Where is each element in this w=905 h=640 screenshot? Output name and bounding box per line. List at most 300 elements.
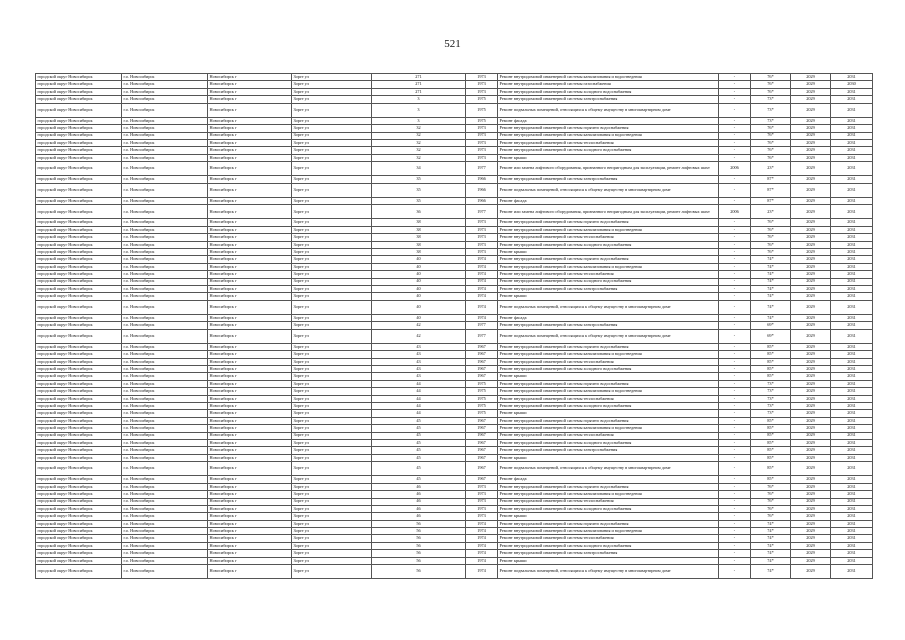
work-type-cell: Ремонт внутридомовой инженерной системы электроснабжения xyxy=(498,322,719,329)
table-row xyxy=(36,81,873,88)
build-year-cell: 1967 xyxy=(466,373,498,380)
lift-year-cell: - xyxy=(719,403,751,410)
start-year-cell: 2029 xyxy=(791,498,831,505)
street-cell: Зорге ул xyxy=(292,425,372,432)
work-type-cell: Ремонт внутридомовой инженерной системы электроснабжения xyxy=(498,96,719,103)
lift-year-cell: - xyxy=(719,513,751,520)
street-cell: Зорге ул xyxy=(292,476,372,483)
street-cell: Зорге ул xyxy=(292,249,372,256)
locality-cell: Новосибирск г xyxy=(208,241,292,248)
locality-cell: Новосибирск г xyxy=(208,351,292,358)
end-year-cell: 2030 xyxy=(831,81,873,88)
house-number-cell: 32 xyxy=(372,125,466,132)
locality-cell: Новосибирск г xyxy=(208,447,292,454)
settlement-cell: г.о. Новосибирск xyxy=(122,410,208,417)
wear-percent-cell: 73* xyxy=(751,410,791,417)
work-type-cell: Ремонт внутридомовой инженерной системы горячего водоснабжения xyxy=(498,417,719,424)
municipal-district-cell: городской округ Новосибирск xyxy=(36,300,122,314)
locality-cell: Новосибирск г xyxy=(208,103,292,117)
street-cell: Зорге ул xyxy=(292,96,372,103)
wear-percent-cell: 74* xyxy=(751,314,791,321)
settlement-cell: г.о. Новосибирск xyxy=(122,183,208,197)
build-year-cell: 1975 xyxy=(466,388,498,395)
table-row xyxy=(36,88,873,95)
house-number-cell: 44 xyxy=(372,380,466,387)
house-number-cell: 43 xyxy=(372,351,466,358)
municipal-district-cell: городской округ Новосибирск xyxy=(36,483,122,490)
wear-percent-cell: 76* xyxy=(751,88,791,95)
wear-percent-cell: 85* xyxy=(751,425,791,432)
municipal-district-cell: городской округ Новосибирск xyxy=(36,183,122,197)
build-year-cell: 1967 xyxy=(466,439,498,446)
end-year-cell: 2031 xyxy=(831,322,873,329)
build-year-cell: 1973 xyxy=(466,491,498,498)
build-year-cell: 1975 xyxy=(466,410,498,417)
settlement-cell: г.о. Новосибирск xyxy=(122,380,208,387)
wear-percent-cell: 76* xyxy=(751,81,791,88)
table-row xyxy=(36,542,873,549)
table-row xyxy=(36,358,873,365)
work-type-cell: Ремонт фасада xyxy=(498,314,719,321)
build-year-cell: 1975 xyxy=(466,117,498,124)
street-cell: Зорге ул xyxy=(292,557,372,564)
work-type-cell: Ремонт внутридомовой инженерной системы канализования и водоотведения xyxy=(498,74,719,81)
wear-percent-cell: 85* xyxy=(751,366,791,373)
end-year-cell: 2031 xyxy=(831,483,873,490)
work-type-cell: Ремонт подвальных помещений, относящихся к общему имуществу в многоквартирном доме xyxy=(498,565,719,579)
settlement-cell: г.о. Новосибирск xyxy=(122,226,208,233)
table-row xyxy=(36,125,873,132)
municipal-district-cell: городской округ Новосибирск xyxy=(36,550,122,557)
table-row xyxy=(36,557,873,564)
settlement-cell: г.о. Новосибирск xyxy=(122,162,208,176)
start-year-cell: 2029 xyxy=(791,505,831,512)
start-year-cell: 2029 xyxy=(791,197,831,204)
end-year-cell: 2031 xyxy=(831,176,873,183)
municipal-district-cell: городской округ Новосибирск xyxy=(36,476,122,483)
start-year-cell: 2029 xyxy=(791,425,831,432)
house-number-cell: 43 xyxy=(372,358,466,365)
work-type-cell: Ремонт фасада xyxy=(498,197,719,204)
street-cell: Зорге ул xyxy=(292,74,372,81)
table-row xyxy=(36,432,873,439)
work-type-cell: Ремонт крыши xyxy=(498,293,719,300)
build-year-cell: 1977 xyxy=(466,162,498,176)
settlement-cell: г.о. Новосибирск xyxy=(122,491,208,498)
build-year-cell: 1967 xyxy=(466,432,498,439)
end-year-cell: 2031 xyxy=(831,454,873,461)
work-type-cell: Ремонт крыши xyxy=(498,154,719,161)
work-type-cell: Ремонт внутридомовой инженерной системы холодного водоснабжения xyxy=(498,88,719,95)
street-cell: Зорге ул xyxy=(292,462,372,476)
table-row xyxy=(36,343,873,350)
locality-cell: Новосибирск г xyxy=(208,226,292,233)
build-year-cell: 1967 xyxy=(466,425,498,432)
start-year-cell: 2029 xyxy=(791,278,831,285)
work-type-cell: Ремонт внутридомовой инженерной системы канализования и водоотведения xyxy=(498,132,719,139)
wear-percent-cell: 69* xyxy=(751,329,791,343)
work-type-cell: Ремонт внутридомовой инженерной системы канализования и водоотведения xyxy=(498,425,719,432)
work-type-cell: Ремонт внутридомовой инженерной системы электроснабжения xyxy=(498,447,719,454)
work-type-cell: Ремонт внутридомовой инженерной системы электроснабжения xyxy=(498,285,719,292)
start-year-cell: 2029 xyxy=(791,476,831,483)
start-year-cell: 2029 xyxy=(791,226,831,233)
street-cell: Зорге ул xyxy=(292,314,372,321)
build-year-cell: 1966 xyxy=(466,183,498,197)
build-year-cell: 1975 xyxy=(466,96,498,103)
house-number-cell: 45 xyxy=(372,476,466,483)
street-cell: Зорге ул xyxy=(292,483,372,490)
wear-percent-cell: 76* xyxy=(751,226,791,233)
start-year-cell: 2029 xyxy=(791,366,831,373)
street-cell: Зорге ул xyxy=(292,550,372,557)
start-year-cell: 2029 xyxy=(791,410,831,417)
start-year-cell: 2029 xyxy=(791,219,831,226)
locality-cell: Новосибирск г xyxy=(208,322,292,329)
build-year-cell: 1974 xyxy=(466,278,498,285)
work-type-cell: Ремонт внутридомовой инженерной системы канализования и водоотведения xyxy=(498,263,719,270)
street-cell: Зорге ул xyxy=(292,117,372,124)
build-year-cell: 1974 xyxy=(466,271,498,278)
street-cell: Зорге ул xyxy=(292,520,372,527)
municipal-district-cell: городской округ Новосибирск xyxy=(36,147,122,154)
work-type-cell: Ремонт подвальных помещений, относящихся к общему имуществу в многоквартирном доме xyxy=(498,329,719,343)
house-number-cell: 46 xyxy=(372,483,466,490)
locality-cell: Новосибирск г xyxy=(208,147,292,154)
street-cell: Зорге ул xyxy=(292,528,372,535)
table-row xyxy=(36,293,873,300)
municipal-district-cell: городской округ Новосибирск xyxy=(36,410,122,417)
settlement-cell: г.о. Новосибирск xyxy=(122,300,208,314)
wear-percent-cell: 74* xyxy=(751,263,791,270)
locality-cell: Новосибирск г xyxy=(208,513,292,520)
end-year-cell: 2031 xyxy=(831,125,873,132)
build-year-cell: 1967 xyxy=(466,351,498,358)
house-number-cell: 271 xyxy=(372,74,466,81)
municipal-district-cell: городской округ Новосибирск xyxy=(36,491,122,498)
build-year-cell: 1977 xyxy=(466,205,498,219)
table-row xyxy=(36,373,873,380)
street-cell: Зорге ул xyxy=(292,154,372,161)
build-year-cell: 1973 xyxy=(466,74,498,81)
table-row xyxy=(36,410,873,417)
lift-year-cell: - xyxy=(719,139,751,146)
work-type-cell: Ремонт крыши xyxy=(498,410,719,417)
municipal-district-cell: городской округ Новосибирск xyxy=(36,395,122,402)
locality-cell: Новосибирск г xyxy=(208,88,292,95)
wear-percent-cell: 73* xyxy=(751,103,791,117)
house-number-cell: 32 xyxy=(372,154,466,161)
settlement-cell: г.о. Новосибирск xyxy=(122,117,208,124)
street-cell: Зорге ул xyxy=(292,403,372,410)
lift-year-cell: - xyxy=(719,395,751,402)
street-cell: Зорге ул xyxy=(292,373,372,380)
build-year-cell: 1975 xyxy=(466,403,498,410)
locality-cell: Новосибирск г xyxy=(208,380,292,387)
locality-cell: Новосибирск г xyxy=(208,476,292,483)
house-number-cell: 40 xyxy=(372,278,466,285)
municipal-district-cell: городской округ Новосибирск xyxy=(36,403,122,410)
table-row xyxy=(36,271,873,278)
locality-cell: Новосибирск г xyxy=(208,96,292,103)
start-year-cell: 2029 xyxy=(791,263,831,270)
wear-percent-cell: 74* xyxy=(751,278,791,285)
house-number-cell: 44 xyxy=(372,388,466,395)
street-cell: Зорге ул xyxy=(292,205,372,219)
locality-cell: Новосибирск г xyxy=(208,439,292,446)
house-number-cell: 42 xyxy=(372,329,466,343)
street-cell: Зорге ул xyxy=(292,197,372,204)
locality-cell: Новосибирск г xyxy=(208,183,292,197)
settlement-cell: г.о. Новосибирск xyxy=(122,498,208,505)
municipal-district-cell: городской округ Новосибирск xyxy=(36,432,122,439)
wear-percent-cell: 87* xyxy=(751,176,791,183)
locality-cell: Новосибирск г xyxy=(208,520,292,527)
build-year-cell: 1973 xyxy=(466,483,498,490)
end-year-cell: 2031 xyxy=(831,271,873,278)
work-type-cell: Ремонт внутридомовой инженерной системы канализования и водоотведения xyxy=(498,528,719,535)
house-number-cell: 45 xyxy=(372,439,466,446)
end-year-cell: 2031 xyxy=(831,249,873,256)
end-year-cell: 2031 xyxy=(831,447,873,454)
lift-year-cell: - xyxy=(719,125,751,132)
wear-percent-cell: 74* xyxy=(751,256,791,263)
settlement-cell: г.о. Новосибирск xyxy=(122,513,208,520)
start-year-cell: 2029 xyxy=(791,358,831,365)
settlement-cell: г.о. Новосибирск xyxy=(122,293,208,300)
house-number-cell: 40 xyxy=(372,285,466,292)
locality-cell: Новосибирск г xyxy=(208,432,292,439)
lift-year-cell: - xyxy=(719,388,751,395)
municipal-district-cell: городской округ Новосибирск xyxy=(36,366,122,373)
start-year-cell: 2029 xyxy=(791,132,831,139)
street-cell: Зорге ул xyxy=(292,395,372,402)
locality-cell: Новосибирск г xyxy=(208,373,292,380)
table-row xyxy=(36,176,873,183)
street-cell: Зорге ул xyxy=(292,285,372,292)
street-cell: Зорге ул xyxy=(292,81,372,88)
settlement-cell: г.о. Новосибирск xyxy=(122,351,208,358)
start-year-cell: 2029 xyxy=(791,373,831,380)
street-cell: Зорге ул xyxy=(292,256,372,263)
street-cell: Зорге ул xyxy=(292,234,372,241)
municipal-district-cell: городской округ Новосибирск xyxy=(36,417,122,424)
settlement-cell: г.о. Новосибирск xyxy=(122,329,208,343)
build-year-cell: 1967 xyxy=(466,454,498,461)
build-year-cell: 1977 xyxy=(466,322,498,329)
lift-year-cell: - xyxy=(719,417,751,424)
street-cell: Зорге ул xyxy=(292,417,372,424)
build-year-cell: 1967 xyxy=(466,417,498,424)
house-number-cell: 40 xyxy=(372,314,466,321)
house-number-cell: 38 xyxy=(372,249,466,256)
work-type-cell: Ремонт внутридомовой инженерной системы теплоснабжения xyxy=(498,395,719,402)
locality-cell: Новосибирск г xyxy=(208,162,292,176)
settlement-cell: г.о. Новосибирск xyxy=(122,96,208,103)
wear-percent-cell: 74* xyxy=(751,285,791,292)
start-year-cell: 2029 xyxy=(791,96,831,103)
lift-year-cell: - xyxy=(719,410,751,417)
lift-year-cell: - xyxy=(719,462,751,476)
settlement-cell: г.о. Новосибирск xyxy=(122,403,208,410)
wear-percent-cell: 73* xyxy=(751,388,791,395)
lift-year-cell: - xyxy=(719,96,751,103)
work-type-cell: Ремонт внутридомовой инженерной системы холодного водоснабжения xyxy=(498,366,719,373)
work-type-cell: Ремонт крыши xyxy=(498,557,719,564)
end-year-cell: 2031 xyxy=(831,219,873,226)
locality-cell: Новосибирск г xyxy=(208,483,292,490)
table-row xyxy=(36,154,873,161)
house-number-cell: 38 xyxy=(372,234,466,241)
municipal-district-cell: городской округ Новосибирск xyxy=(36,358,122,365)
street-cell: Зорге ул xyxy=(292,162,372,176)
start-year-cell: 2029 xyxy=(791,329,831,343)
lift-year-cell: - xyxy=(719,81,751,88)
settlement-cell: г.о. Новосибирск xyxy=(122,74,208,81)
house-number-cell: 40 xyxy=(372,300,466,314)
end-year-cell: 2031 xyxy=(831,535,873,542)
build-year-cell: 1973 xyxy=(466,132,498,139)
settlement-cell: г.о. Новосибирск xyxy=(122,462,208,476)
lift-year-cell: - xyxy=(719,380,751,387)
end-year-cell: 2031 xyxy=(831,263,873,270)
street-cell: Зорге ул xyxy=(292,241,372,248)
work-type-cell: Ремонт внутридомовой инженерной системы канализования и водоотведения xyxy=(498,226,719,233)
start-year-cell: 2029 xyxy=(791,205,831,219)
lift-year-cell: - xyxy=(719,439,751,446)
lift-year-cell: - xyxy=(719,491,751,498)
build-year-cell: 1975 xyxy=(466,380,498,387)
street-cell: Зорге ул xyxy=(292,410,372,417)
table-row xyxy=(36,388,873,395)
end-year-cell: 2031 xyxy=(831,256,873,263)
wear-percent-cell: 73* xyxy=(751,403,791,410)
settlement-cell: г.о. Новосибирск xyxy=(122,425,208,432)
locality-cell: Новосибирск г xyxy=(208,314,292,321)
house-number-cell: 56 xyxy=(372,557,466,564)
table-row xyxy=(36,234,873,241)
locality-cell: Новосибирск г xyxy=(208,132,292,139)
settlement-cell: г.о. Новосибирск xyxy=(122,439,208,446)
street-cell: Зорге ул xyxy=(292,293,372,300)
start-year-cell: 2029 xyxy=(791,293,831,300)
table-row xyxy=(36,117,873,124)
settlement-cell: г.о. Новосибирск xyxy=(122,395,208,402)
table-row xyxy=(36,447,873,454)
house-number-cell: 45 xyxy=(372,462,466,476)
work-type-cell: Ремонт внутридомовой инженерной системы газоснабжения xyxy=(498,81,719,88)
settlement-cell: г.о. Новосибирск xyxy=(122,476,208,483)
lift-year-cell: - xyxy=(719,300,751,314)
house-number-cell: 46 xyxy=(372,505,466,512)
table-row xyxy=(36,226,873,233)
house-number-cell: 45 xyxy=(372,454,466,461)
start-year-cell: 2029 xyxy=(791,462,831,476)
wear-percent-cell: 76* xyxy=(751,513,791,520)
work-type-cell: Ремонт внутридомовой инженерной системы горячего водоснабжения xyxy=(498,520,719,527)
lift-year-cell: - xyxy=(719,520,751,527)
locality-cell: Новосибирск г xyxy=(208,403,292,410)
municipal-district-cell: городской округ Новосибирск xyxy=(36,447,122,454)
build-year-cell: 1967 xyxy=(466,366,498,373)
build-year-cell: 1973 xyxy=(466,249,498,256)
build-year-cell: 1973 xyxy=(466,505,498,512)
table-row xyxy=(36,454,873,461)
end-year-cell: 2031 xyxy=(831,96,873,103)
wear-percent-cell: 74* xyxy=(751,550,791,557)
house-number-cell: 40 xyxy=(372,263,466,270)
locality-cell: Новосибирск г xyxy=(208,417,292,424)
municipal-district-cell: городской округ Новосибирск xyxy=(36,542,122,549)
end-year-cell: 2031 xyxy=(831,139,873,146)
house-number-cell: 40 xyxy=(372,271,466,278)
municipal-district-cell: городской округ Новосибирск xyxy=(36,454,122,461)
end-year-cell: 2031 xyxy=(831,197,873,204)
locality-cell: Новосибирск г xyxy=(208,176,292,183)
wear-percent-cell: 87* xyxy=(751,183,791,197)
wear-percent-cell: 85* xyxy=(751,343,791,350)
work-type-cell: Ремонт фасада xyxy=(498,117,719,124)
start-year-cell: 2029 xyxy=(791,249,831,256)
table-row xyxy=(36,96,873,103)
settlement-cell: г.о. Новосибирск xyxy=(122,219,208,226)
municipal-district-cell: городской округ Новосибирск xyxy=(36,343,122,350)
street-cell: Зорге ул xyxy=(292,565,372,579)
end-year-cell: 2031 xyxy=(831,162,873,176)
table-row xyxy=(36,498,873,505)
start-year-cell: 2029 xyxy=(791,380,831,387)
work-type-cell: Ремонт внутридомовой инженерной системы электроснабжения xyxy=(498,176,719,183)
street-cell: Зорге ул xyxy=(292,366,372,373)
street-cell: Зорге ул xyxy=(292,147,372,154)
end-year-cell: 2031 xyxy=(831,366,873,373)
street-cell: Зорге ул xyxy=(292,322,372,329)
street-cell: Зорге ул xyxy=(292,278,372,285)
municipal-district-cell: городской округ Новосибирск xyxy=(36,249,122,256)
wear-percent-cell: 85* xyxy=(751,476,791,483)
lift-year-cell: - xyxy=(719,197,751,204)
settlement-cell: г.о. Новосибирск xyxy=(122,388,208,395)
work-type-cell: Ремонт подвальных помещений, относящихся к общему имуществу в многоквартирном доме xyxy=(498,300,719,314)
wear-percent-cell: 76* xyxy=(751,505,791,512)
build-year-cell: 1973 xyxy=(466,139,498,146)
locality-cell: Новосибирск г xyxy=(208,154,292,161)
municipal-district-cell: городской округ Новосибирск xyxy=(36,219,122,226)
table-row xyxy=(36,329,873,343)
municipal-district-cell: городской округ Новосибирск xyxy=(36,498,122,505)
house-number-cell: 271 xyxy=(372,81,466,88)
municipal-district-cell: городской округ Новосибирск xyxy=(36,557,122,564)
lift-year-cell: - xyxy=(719,373,751,380)
settlement-cell: г.о. Новосибирск xyxy=(122,314,208,321)
locality-cell: Новосибирск г xyxy=(208,329,292,343)
street-cell: Зорге ул xyxy=(292,535,372,542)
build-year-cell: 1966 xyxy=(466,176,498,183)
settlement-cell: г.о. Новосибирск xyxy=(122,278,208,285)
house-number-cell: 38 xyxy=(372,241,466,248)
start-year-cell: 2029 xyxy=(791,388,831,395)
settlement-cell: г.о. Новосибирск xyxy=(122,535,208,542)
municipal-district-cell: городской округ Новосибирск xyxy=(36,351,122,358)
lift-year-cell: - xyxy=(719,234,751,241)
municipal-district-cell: городской округ Новосибирск xyxy=(36,205,122,219)
municipal-district-cell: городской округ Новосибирск xyxy=(36,329,122,343)
table-row xyxy=(36,219,873,226)
municipal-district-cell: городской округ Новосибирск xyxy=(36,125,122,132)
start-year-cell: 2029 xyxy=(791,241,831,248)
house-number-cell: 45 xyxy=(372,425,466,432)
build-year-cell: 1974 xyxy=(466,314,498,321)
